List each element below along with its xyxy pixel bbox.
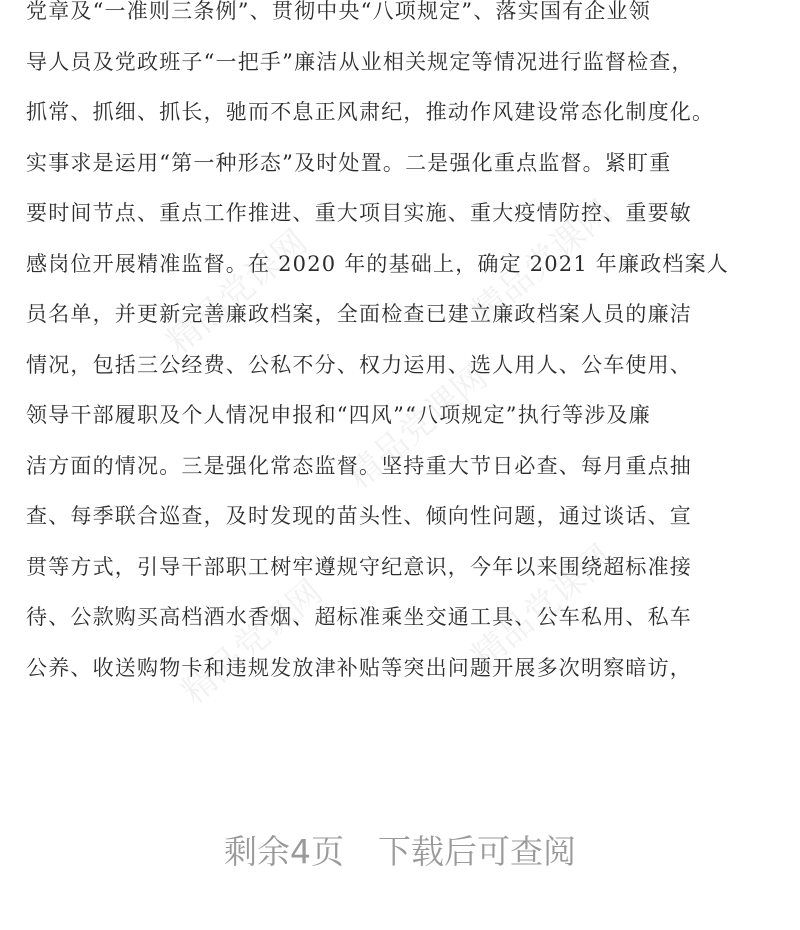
text-line: 贯等方式，引导干部职工树牢遵规守纪意识，今年以来围绕超标准接	[26, 554, 692, 579]
watermark: 精品党课网	[339, 357, 496, 498]
text-line: 情况，包括三公经费、公私不分、权力运用、选人用人、公车使用、	[26, 352, 692, 377]
text-line: 公养、收送购物卡和违规发放津补贴等突出问题开展多次明察暗访，	[26, 655, 692, 680]
watermark: 精品党课网	[174, 572, 331, 713]
download-to-view-label: 下载后可查阅	[378, 832, 576, 871]
text-line: 抓常、抓细、抓长，驰而不息正风肃纪，推动作风建设常态化制度化。	[26, 100, 715, 124]
text-line: 实事求是运用“第一种形态”及时处置。二是强化重点监督。紧盯重	[26, 150, 672, 175]
text-line: 要时间节点、重点工作推进、重大项目实施、重大疫情防控、重要敏	[26, 201, 692, 225]
text-line: 查、每季联合巡查，及时发现的苗头性、倾向性问题，通过谈话、宣	[26, 504, 692, 528]
document-body	[26, 0, 786, 693]
text-line: 洁方面的情况。三是强化常态监督。坚持重大节日必查、每月重点抽	[26, 453, 692, 478]
text-line: 待、公款购买高档酒水香烟、超标准乘坐交通工具、公车私用、私车	[26, 605, 692, 629]
text-line: 领导干部履职及个人情况申报和“四风”“八项规定”执行等涉及廉	[26, 403, 651, 427]
text-line: 员名单，并更新完善廉政档案，全面检查已建立廉政档案人员的廉洁	[26, 302, 692, 326]
text-line: 感岗位开展精准监督。在 2020 年的基础上，确定 2021 年廉政档案人	[26, 251, 729, 276]
watermark: 精品党课网	[464, 537, 621, 678]
text-line: 导人员及党政班子“一把手”廉洁从业相关规定等情况进行监督检查，	[26, 49, 694, 74]
watermark: 精品党课网	[464, 192, 621, 333]
remaining-pages-label: 剩余4页	[224, 832, 344, 871]
watermark: 精品党课网	[159, 222, 316, 363]
text-line: 党章及“一准则三条例”、贯彻中央“八项规定”、落实国有企业领	[26, 0, 651, 23]
download-prompt[interactable]	[0, 826, 800, 873]
